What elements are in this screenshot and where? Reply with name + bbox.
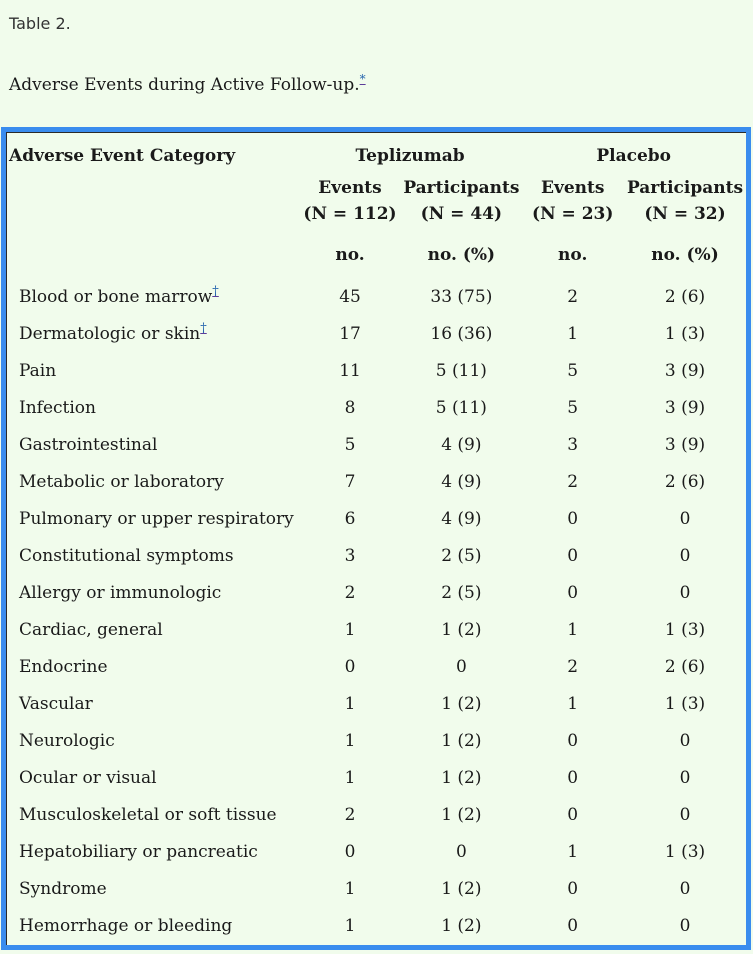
col-header-n: (N = 23) — [532, 204, 614, 224]
col-header-label: Participants — [626, 178, 744, 198]
col-header-label: Events — [318, 178, 382, 198]
category-cell — [7, 390, 299, 427]
teplizumab-events-cell: 45 — [339, 287, 361, 307]
table-body — [7, 279, 747, 945]
teplizumab-events-cell: 6 — [344, 509, 356, 529]
category-cell — [7, 908, 299, 945]
teplizumab-participants-cell: 0 — [455, 842, 467, 862]
placebo-participants-cell: 3 (9) — [664, 435, 706, 455]
placebo-participants-cell: 0 — [679, 583, 691, 603]
table-number-label: Table 2. — [9, 14, 71, 33]
category-cell — [7, 464, 299, 501]
placebo-participants-cell: 2 (6) — [664, 287, 706, 307]
table-row — [7, 427, 747, 464]
placebo-events-cell: 1 — [567, 620, 579, 640]
table-row — [7, 908, 747, 945]
category-label: Infection — [19, 398, 96, 418]
col-header-category: Adverse Event Category — [9, 146, 236, 166]
teplizumab-events-cell: 1 — [344, 916, 356, 936]
category-cell — [7, 353, 299, 390]
category-label: Dermatologic or skin — [19, 324, 201, 344]
table-row — [7, 871, 747, 908]
row-footnote-sup — [200, 320, 207, 336]
placebo-participants-cell: 0 — [679, 546, 691, 566]
table-row — [7, 501, 747, 538]
placebo-events-cell: 2 — [567, 472, 579, 492]
adverse-events-table — [6, 132, 746, 945]
category-label: Neurologic — [19, 731, 115, 751]
col-header-label: Events — [541, 178, 605, 198]
table-caption — [0, 34, 753, 96]
placebo-participants-cell: 3 (9) — [664, 361, 706, 381]
caption-footnote-link[interactable]: * — [359, 72, 366, 87]
table-row — [7, 797, 747, 834]
teplizumab-events-cell: 1 — [344, 768, 356, 788]
teplizumab-participants-cell: 4 (9) — [441, 472, 482, 492]
placebo-participants-cell: 1 (3) — [664, 694, 706, 714]
teplizumab-events-cell: 1 — [344, 731, 356, 751]
placebo-participants-cell: 0 — [679, 509, 691, 529]
category-cell — [7, 686, 299, 723]
category-label: Cardiac, general — [19, 620, 163, 640]
category-label: Musculoskeletal or soft tissue — [19, 805, 277, 825]
category-label: Syndrome — [19, 879, 107, 899]
category-label: Allergy or immunologic — [19, 583, 222, 603]
table-row — [7, 612, 747, 649]
category-label: Gastrointestinal — [19, 435, 158, 455]
category-label: Metabolic or laboratory — [19, 472, 224, 492]
placebo-events-cell: 0 — [567, 916, 579, 936]
placebo-events-cell: 0 — [567, 879, 579, 899]
row-footnote-link[interactable]: † — [212, 284, 219, 300]
placebo-events-cell: 5 — [567, 398, 579, 418]
category-cell — [7, 797, 299, 834]
category-label: Constitutional symptoms — [19, 546, 234, 566]
teplizumab-participants-cell: 33 (75) — [430, 287, 493, 307]
caption-footnote-sup — [360, 71, 366, 87]
placebo-participants-cell: 0 — [679, 768, 691, 788]
teplizumab-participants-cell: 1 (2) — [441, 879, 482, 899]
placebo-events-cell: 0 — [567, 583, 579, 603]
category-label: Vascular — [19, 694, 93, 714]
category-cell — [7, 834, 299, 871]
adverse-events-table-frame — [1, 127, 751, 950]
teplizumab-participants-cell: 1 (2) — [441, 694, 482, 714]
unit-teplizumab-participants: no. (%) — [427, 245, 496, 265]
teplizumab-events-cell: 11 — [339, 361, 361, 381]
teplizumab-events-cell: 2 — [344, 583, 356, 603]
category-label: Ocular or visual — [19, 768, 157, 788]
table-row — [7, 760, 747, 797]
col-header-n: (N = 44) — [420, 204, 503, 224]
teplizumab-participants-cell: 0 — [455, 657, 467, 677]
teplizumab-participants-cell: 1 (2) — [441, 620, 482, 640]
row-footnote-link[interactable]: † — [200, 321, 207, 337]
unit-placebo-events: no. — [558, 245, 588, 265]
teplizumab-events-cell: 17 — [339, 324, 361, 344]
category-cell — [7, 427, 299, 464]
teplizumab-events-cell: 0 — [344, 842, 356, 862]
unit-placebo-participants: no. (%) — [651, 245, 719, 265]
table-row — [7, 649, 747, 686]
teplizumab-events-cell: 7 — [344, 472, 356, 492]
placebo-events-cell: 2 — [567, 657, 579, 677]
teplizumab-events-cell: 5 — [344, 435, 356, 455]
teplizumab-participants-cell: 1 (2) — [441, 805, 482, 825]
placebo-events-cell: 2 — [567, 287, 579, 307]
teplizumab-events-cell: 3 — [344, 546, 356, 566]
teplizumab-participants-cell: 1 (2) — [441, 768, 482, 788]
placebo-events-cell: 0 — [567, 768, 579, 788]
col-header-placebo-events — [521, 169, 624, 229]
caption-text: Adverse Events during Active Follow-up. — [9, 75, 360, 95]
unit-teplizumab-events: no. — [335, 245, 365, 265]
placebo-participants-cell: 1 (3) — [664, 620, 706, 640]
placebo-participants-cell: 0 — [679, 805, 691, 825]
placebo-events-cell: 0 — [567, 805, 579, 825]
category-cell — [7, 612, 299, 649]
table-row — [7, 353, 747, 390]
category-label: Blood or bone marrow — [19, 287, 213, 307]
placebo-events-cell: 1 — [567, 694, 579, 714]
teplizumab-participants-cell: 5 (11) — [435, 398, 487, 418]
placebo-events-cell: 0 — [567, 509, 579, 529]
placebo-events-cell: 1 — [567, 324, 579, 344]
teplizumab-events-cell: 1 — [344, 620, 356, 640]
teplizumab-events-cell: 8 — [344, 398, 356, 418]
placebo-events-cell: 5 — [567, 361, 579, 381]
col-group-teplizumab: Teplizumab — [355, 146, 465, 166]
teplizumab-participants-cell: 4 (9) — [441, 435, 482, 455]
teplizumab-events-cell: 2 — [344, 805, 356, 825]
category-cell — [7, 501, 299, 538]
category-label: Pain — [19, 361, 57, 381]
category-cell — [7, 649, 299, 686]
category-cell — [7, 316, 299, 353]
teplizumab-events-cell: 1 — [344, 694, 356, 714]
teplizumab-events-cell: 0 — [344, 657, 356, 677]
teplizumab-participants-cell: 2 (5) — [441, 546, 482, 566]
teplizumab-participants-cell: 1 (2) — [441, 916, 482, 936]
table-row — [7, 834, 747, 871]
teplizumab-events-cell: 1 — [344, 879, 356, 899]
placebo-participants-cell: 0 — [679, 916, 691, 936]
category-cell — [7, 538, 299, 575]
placebo-events-cell: 0 — [567, 546, 579, 566]
col-group-placebo: Placebo — [596, 146, 672, 166]
placebo-participants-cell: 1 (3) — [664, 842, 706, 862]
category-label: Hemorrhage or bleeding — [19, 916, 233, 936]
col-header-teplizumab-participants — [401, 169, 521, 229]
category-cell — [7, 575, 299, 612]
col-header-label: Participants — [403, 178, 520, 198]
table-row — [7, 723, 747, 760]
category-label: Endocrine — [19, 657, 108, 677]
placebo-events-cell: 1 — [567, 842, 579, 862]
header-row-groups — [7, 133, 747, 170]
col-header-n: (N = 32) — [644, 204, 726, 224]
category-cell — [7, 760, 299, 797]
placebo-participants-cell: 0 — [679, 879, 691, 899]
table-row — [7, 538, 747, 575]
category-cell — [7, 723, 299, 760]
table-row — [7, 390, 747, 427]
placebo-participants-cell: 1 (3) — [664, 324, 706, 344]
placebo-participants-cell: 0 — [679, 731, 691, 751]
teplizumab-participants-cell: 16 (36) — [430, 324, 493, 344]
teplizumab-participants-cell: 4 (9) — [441, 509, 482, 529]
col-header-placebo-participants — [624, 169, 746, 229]
placebo-participants-cell: 2 (6) — [664, 657, 706, 677]
placebo-events-cell: 3 — [567, 435, 579, 455]
table-row — [7, 575, 747, 612]
teplizumab-participants-cell: 2 (5) — [441, 583, 482, 603]
table-row — [7, 686, 747, 723]
category-cell — [7, 279, 299, 316]
placebo-participants-cell: 3 (9) — [664, 398, 706, 418]
placebo-participants-cell: 2 (6) — [664, 472, 706, 492]
category-cell — [7, 871, 299, 908]
row-footnote-sup — [212, 283, 219, 299]
placebo-events-cell: 0 — [567, 731, 579, 751]
teplizumab-participants-cell: 1 (2) — [441, 731, 482, 751]
teplizumab-participants-cell: 5 (11) — [435, 361, 487, 381]
col-header-n: (N = 112) — [303, 204, 397, 224]
category-label: Hepatobiliary or pancreatic — [19, 842, 258, 862]
table-header — [7, 133, 747, 280]
table-row — [7, 316, 747, 353]
table-row — [7, 464, 747, 501]
col-header-teplizumab-events — [299, 169, 402, 229]
table-row — [7, 279, 747, 316]
category-label: Pulmonary or upper respiratory — [19, 509, 294, 529]
